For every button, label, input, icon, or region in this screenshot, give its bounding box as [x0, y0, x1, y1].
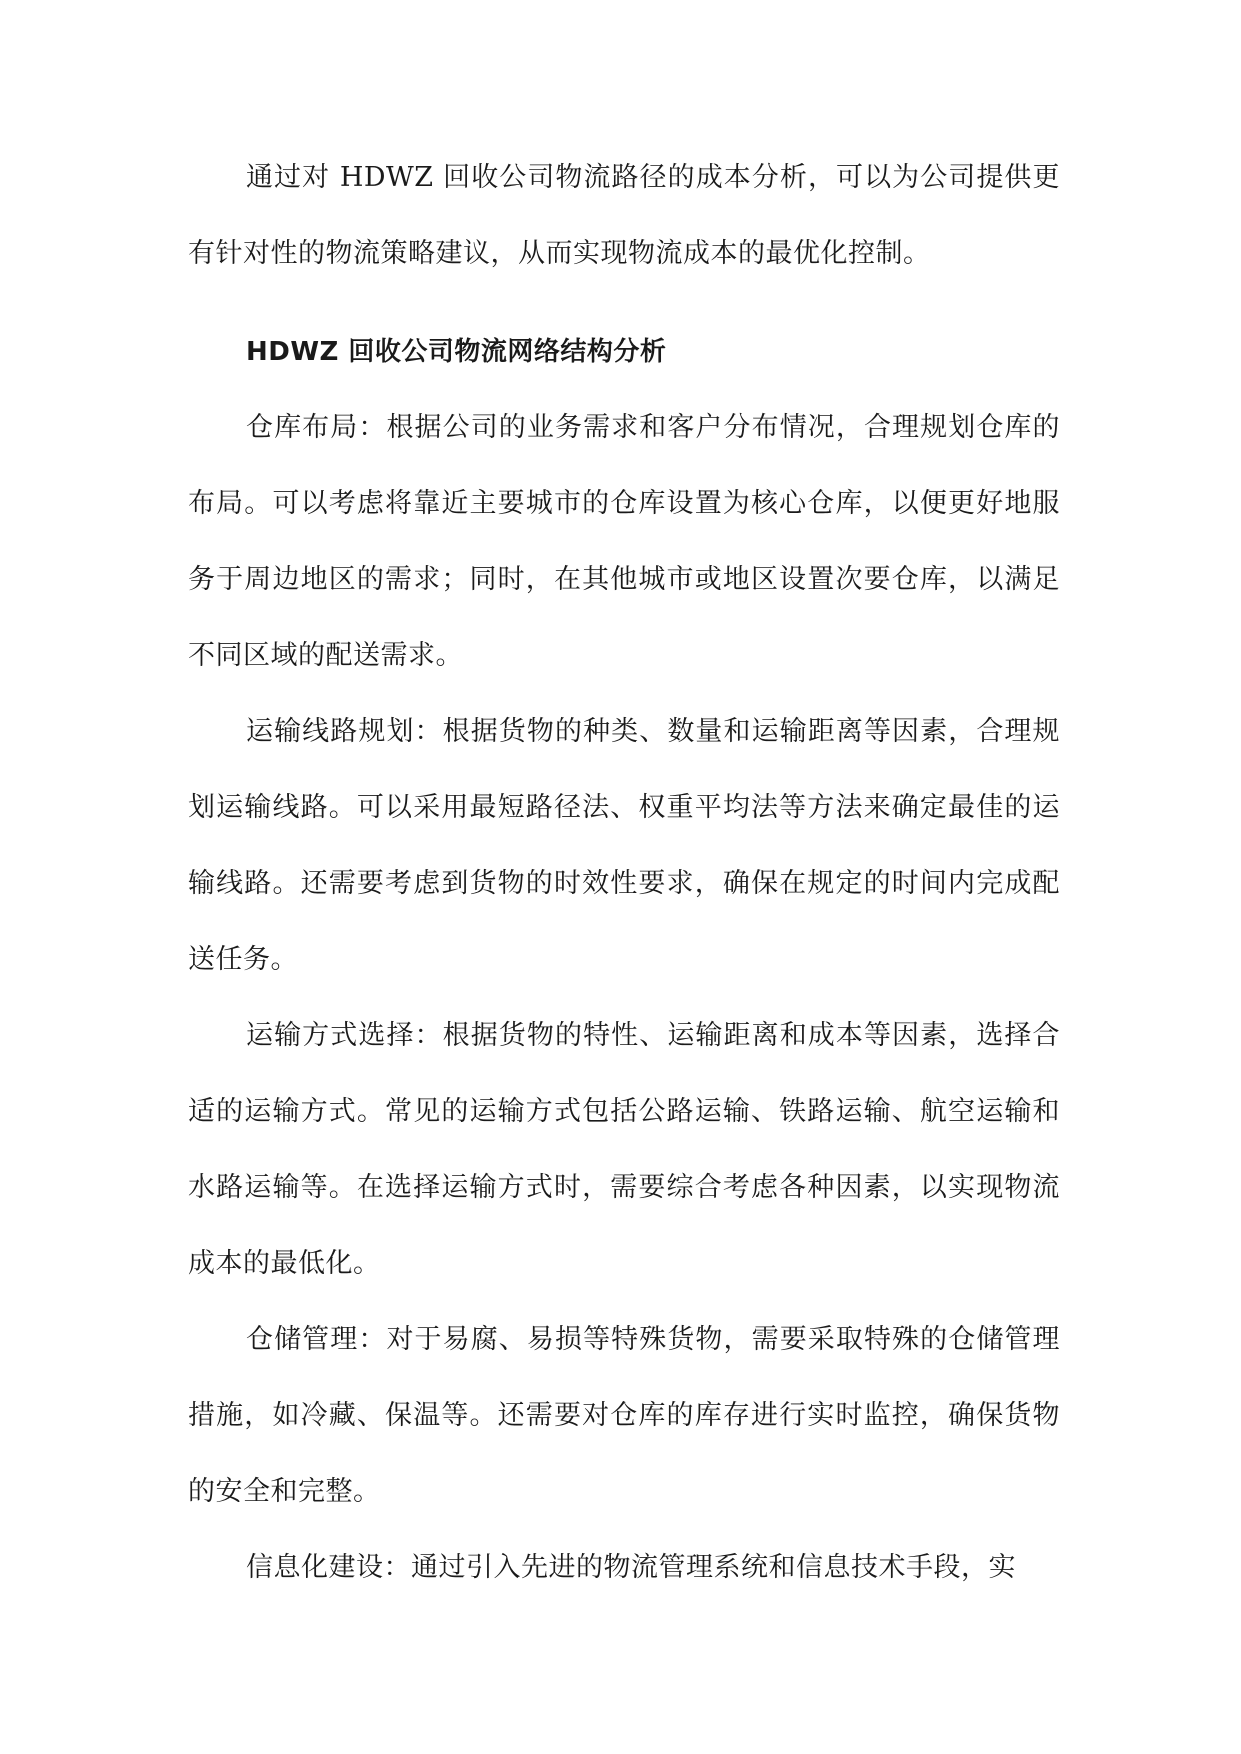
paragraph-transport-mode: 运输方式选择：根据货物的特性、运输距离和成本等因素，选择合适的运输方式。常见的运输方式包括公路运输、铁路运输、航空运输和水路运输等。在选择运输方式时，需要综合考虑各种因素，以实现物流成本的最低化。	[188, 1020, 1060, 1279]
paragraph-route-planning: 运输线路规划：根据货物的种类、数量和运输距离等因素，合理规划运输线路。可以采用最短路径法、权重平均法等方法来确定最佳的运输线路。还需要考虑到货物的时效性要求，确保在规定的时间内完成配送任务。	[188, 716, 1060, 975]
paragraph-warehouse-management: 仓储管理：对于易腐、易损等特殊货物，需要采取特殊的仓储管理措施，如冷藏、保温等。还需要对仓库的库存进行实时监控，确保货物的安全和完整。	[188, 1324, 1060, 1507]
paragraph-informatization: 信息化建设：通过引入先进的物流管理系统和信息技术手段，实	[246, 1552, 1016, 1583]
paragraph-warehouse-layout: 仓库布局：根据公司的业务需求和客户分布情况，合理规划仓库的布局。可以考虑将靠近主要城市的仓库设置为核心仓库，以便更好地服务于周边地区的需求；同时，在其他城市或地区设置次要仓库，以满足不同区域的配送需求。	[188, 412, 1060, 671]
intro-paragraph: 通过对 HDWZ 回收公司物流路径的成本分析，可以为公司提供更有针对性的物流策略建议，从而实现物流成本的最优化控制。	[188, 162, 1060, 269]
document-body	[188, 140, 1060, 1606]
section-heading: HDWZ 回收公司物流网络结构分析	[246, 337, 667, 367]
